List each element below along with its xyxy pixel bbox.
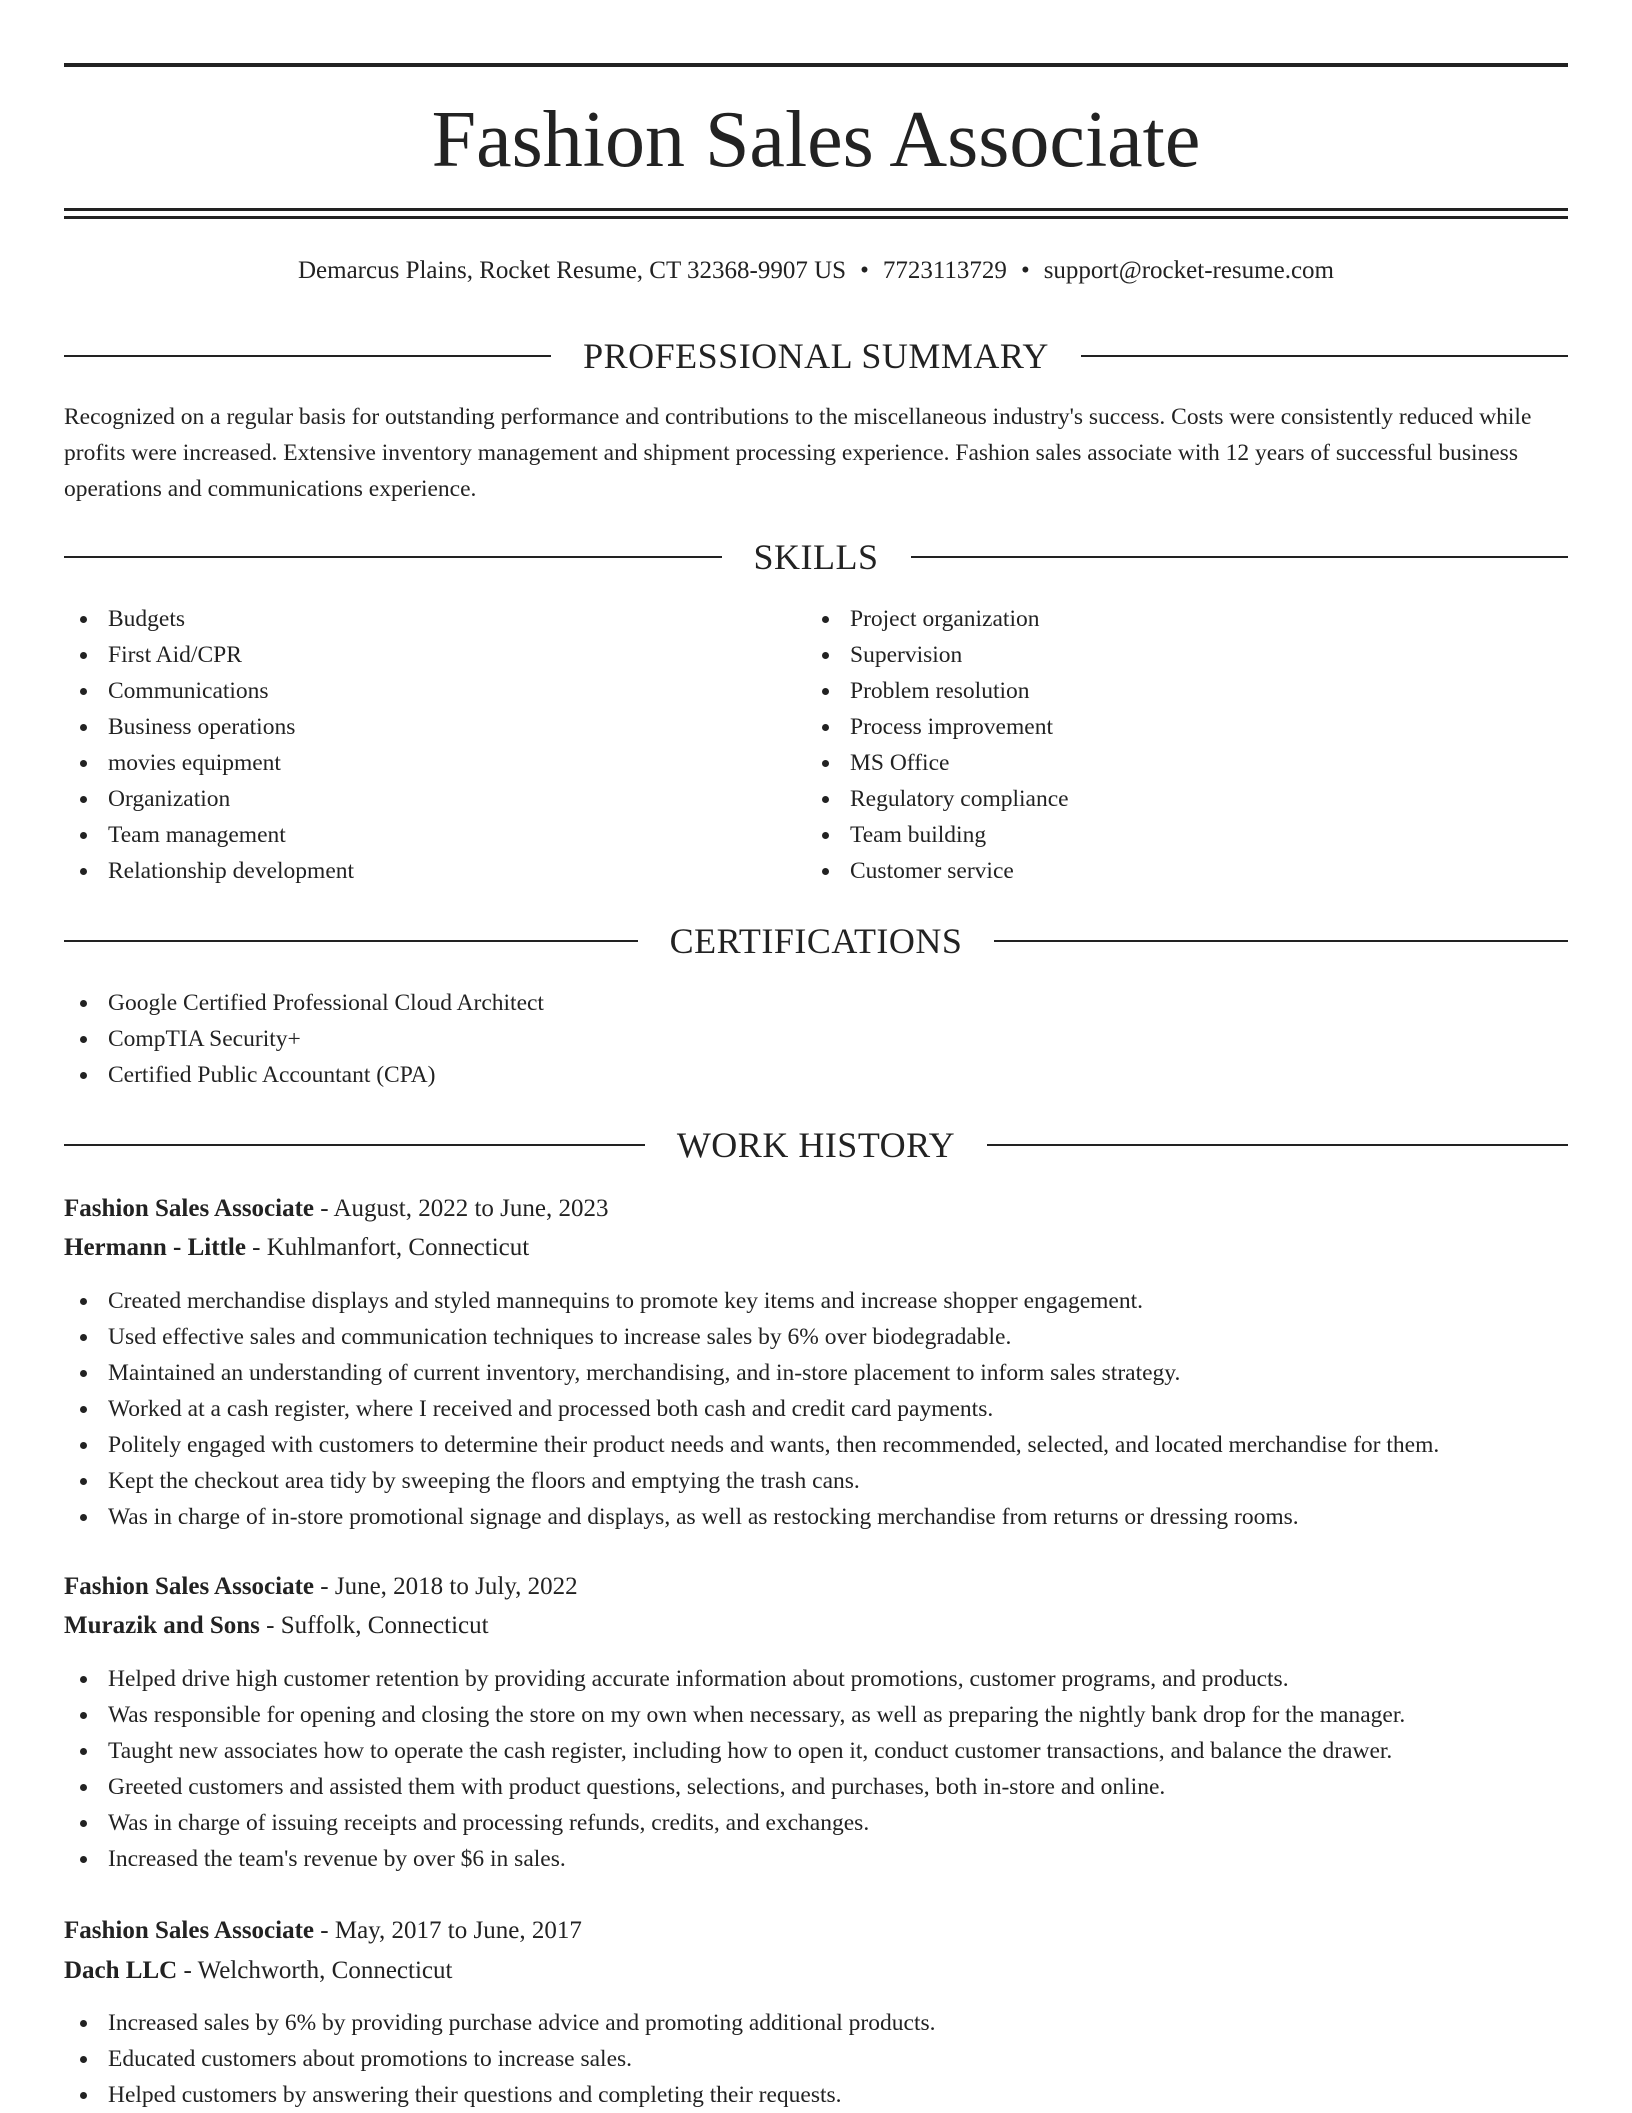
bullet-dot	[822, 760, 829, 767]
job-bullet: Increased sales by 6% by providing purchase advice and promoting additional products.	[64, 2005, 936, 2041]
skill-item: Process improvement	[806, 709, 1069, 745]
bullet-dot	[80, 1820, 87, 1827]
skill-item: Project organization	[806, 601, 1069, 637]
job-title-line: Fashion Sales Associate - August, 2022 to June, 2023	[64, 1195, 609, 1222]
skill-item: movies equipment	[64, 745, 354, 781]
job-title-line: Fashion Sales Associate - May, 2017 to June, 2017	[64, 1917, 582, 1944]
bullet-dot	[80, 688, 87, 695]
bullet-dot	[822, 724, 829, 731]
bullet-dot	[822, 832, 829, 839]
contact-line	[64, 253, 1568, 289]
job-company-line: Murazik and Sons - Suffolk, Connecticut	[64, 1612, 489, 1639]
job-company: Dach LLC	[64, 1957, 178, 1984]
work-history-heading-text: WORK HISTORY	[676, 1125, 956, 1165]
job-bullet: Was responsible for opening and closing the store on my own when necessary, as well as preparing the nightly bank drop for the manager.	[64, 1697, 1405, 1733]
skill-item: Regulatory compliance	[806, 781, 1069, 817]
work-history-heading	[64, 1123, 1568, 1167]
top-rule	[64, 63, 1568, 67]
job-bullet: Used effective sales and communication techniques to increase sales by 6% over biodegradable.	[64, 1319, 1439, 1355]
job-company: Hermann - Little	[64, 1234, 246, 1261]
bullet-dot	[822, 796, 829, 803]
job-bullet: Politely engaged with customers to determine their product needs and wants, then recommended, selected, and located merchandise for them.	[64, 1427, 1439, 1463]
bullet-dot	[80, 868, 87, 875]
bullet-dot	[80, 1298, 87, 1305]
bullet-dot	[80, 1406, 87, 1413]
job-bullet: Greeted customers and assisted them with product questions, selections, and purchases, both in-store and online.	[64, 1769, 1405, 1805]
bullet-dot	[80, 616, 87, 623]
summary-heading	[64, 334, 1568, 378]
contact-address: Demarcus Plains, Rocket Resume, CT 32368-9907 US	[297, 257, 847, 284]
certification-item: Google Certified Professional Cloud Architect	[64, 985, 544, 1021]
contact-phone: 7723113729	[882, 257, 1007, 284]
job-bullet: Created merchandise displays and styled mannequins to promote key items and increase shopper engagement.	[64, 1283, 1439, 1319]
certifications-heading-text: CERTIFICATIONS	[669, 921, 963, 961]
skill-item: Relationship development	[64, 853, 354, 889]
job-bullet: Increased the team's revenue by over $6 in sales.	[64, 1841, 1405, 1877]
job-bullet: Educated customers about promotions to increase sales.	[64, 2041, 936, 2077]
job-bullets	[64, 1283, 1439, 1535]
skill-item: Customer service	[806, 853, 1069, 889]
heading-rule	[987, 1144, 1568, 1146]
bullet-dot	[80, 724, 87, 731]
bullet-dot	[822, 652, 829, 659]
skill-item: Supervision	[806, 637, 1069, 673]
skills-list-right	[806, 601, 1069, 889]
job-title: Fashion Sales Associate	[64, 1917, 315, 1944]
skill-item: Communications	[64, 673, 354, 709]
bullet-dot	[822, 868, 829, 875]
skills-heading	[64, 535, 1568, 579]
bullet-dot	[80, 832, 87, 839]
job-bullets	[64, 2005, 936, 2113]
bullet-dot	[80, 1748, 87, 1755]
skill-item: Team building	[806, 817, 1069, 853]
job-company-line: Dach LLC - Welchworth, Connecticut	[64, 1957, 453, 1984]
title-rule-upper	[64, 208, 1568, 211]
skills-heading-text: SKILLS	[753, 537, 879, 577]
skill-item: MS Office	[806, 745, 1069, 781]
certifications-heading	[64, 919, 1568, 963]
job-bullets	[64, 1661, 1405, 1877]
job-bullet: Kept the checkout area tidy by sweeping the floors and emptying the trash cans.	[64, 1463, 1439, 1499]
bullet-dot	[80, 1072, 87, 1079]
bullet-dot	[80, 1334, 87, 1341]
bullet-dot	[80, 1856, 87, 1863]
job-bullet: Was in charge of in-store promotional signage and displays, as well as restocking merchandise from returns or dressing rooms.	[64, 1499, 1439, 1535]
bullet-dot	[822, 616, 829, 623]
contact-separator: •	[1020, 257, 1030, 284]
bullet-dot	[80, 1676, 87, 1683]
job-title: Fashion Sales Associate	[64, 1195, 315, 1222]
skill-item: First Aid/CPR	[64, 637, 354, 673]
bullet-dot	[80, 1784, 87, 1791]
job-dates: May, 2017 to June, 2017	[334, 1917, 582, 1944]
certification-item: CompTIA Security+	[64, 1021, 544, 1057]
job-bullet: Maintained an understanding of current inventory, merchandising, and in-store placement to inform sales strategy.	[64, 1355, 1439, 1391]
certifications-list	[64, 985, 544, 1093]
resume-title: Fashion Sales Associate	[431, 96, 1201, 184]
job-dates: June, 2018 to July, 2022	[334, 1573, 578, 1600]
skills-list-left	[64, 601, 354, 889]
heading-rule	[64, 556, 722, 558]
skill-item: Team management	[64, 817, 354, 853]
heading-rule	[64, 355, 551, 357]
bullet-dot	[80, 652, 87, 659]
contact-email: support@rocket-resume.com	[1043, 257, 1334, 284]
heading-rule	[994, 940, 1568, 942]
contact-separator: •	[860, 257, 869, 284]
certification-item: Certified Public Accountant (CPA)	[64, 1057, 544, 1093]
job-location: Welchworth, Connecticut	[197, 1957, 453, 1984]
bullet-dot	[80, 2092, 87, 2099]
bullet-dot	[80, 2056, 87, 2063]
title-rule-lower	[64, 216, 1568, 219]
job-bullet: Taught new associates how to operate the cash register, including how to open it, conduct customer transactions, and balance the drawer.	[64, 1733, 1405, 1769]
heading-rule	[64, 1144, 645, 1146]
bullet-dot	[80, 1478, 87, 1485]
job-location: Suffolk, Connecticut	[280, 1612, 489, 1639]
bullet-dot	[80, 1712, 87, 1719]
bullet-dot	[80, 1442, 87, 1449]
job-title: Fashion Sales Associate	[64, 1573, 315, 1600]
skill-item: Business operations	[64, 709, 354, 745]
summary-text: Recognized on a regular basis for outstanding performance and contributions to the miscellaneous industry's success. Costs were consistently reduced while profits were increased. Extensive inventory management and shipment processing experience. Fashion sales associate with 12 years of successful business operations and communications experience.	[64, 404, 1532, 502]
job-location: Kuhlmanfort, Connecticut	[266, 1234, 530, 1261]
heading-rule	[64, 940, 638, 942]
job-bullet: Helped customers by answering their questions and completing their requests.	[64, 2077, 936, 2113]
bullet-dot	[80, 796, 87, 803]
job-company-line: Hermann - Little - Kuhlmanfort, Connecticut	[64, 1234, 530, 1261]
summary-heading-text: PROFESSIONAL SUMMARY	[583, 336, 1049, 376]
heading-rule	[911, 556, 1569, 558]
bullet-dot	[80, 1514, 87, 1521]
job-bullet: Helped drive high customer retention by providing accurate information about promotions, customer programs, and products.	[64, 1661, 1405, 1697]
bullet-dot	[80, 2020, 87, 2027]
job-bullet: Was in charge of issuing receipts and processing refunds, credits, and exchanges.	[64, 1805, 1405, 1841]
skill-item: Problem resolution	[806, 673, 1069, 709]
job-company: Murazik and Sons	[64, 1612, 260, 1639]
bullet-dot	[80, 1000, 87, 1007]
skill-item: Organization	[64, 781, 354, 817]
skill-item: Budgets	[64, 601, 354, 637]
heading-rule	[1081, 355, 1568, 357]
job-dates: August, 2022 to June, 2023	[333, 1195, 609, 1222]
job-title-line: Fashion Sales Associate - June, 2018 to July, 2022	[64, 1573, 578, 1600]
bullet-dot	[822, 688, 829, 695]
bullet-dot	[80, 1370, 87, 1377]
job-bullet: Worked at a cash register, where I received and processed both cash and credit card payments.	[64, 1391, 1439, 1427]
bullet-dot	[80, 760, 87, 767]
bullet-dot	[80, 1036, 87, 1043]
